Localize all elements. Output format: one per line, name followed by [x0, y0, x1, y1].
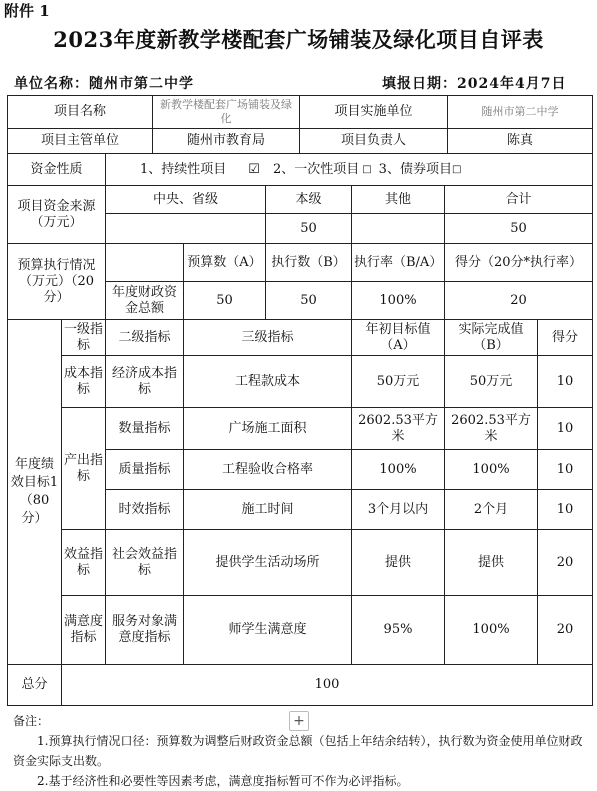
- fund-nature-label: 资金性质: [7, 153, 105, 185]
- funding-value: [351, 213, 444, 243]
- evaluation-table: [7, 95, 593, 706]
- budget-header: 预算数（A）: [183, 243, 265, 281]
- attachment-label: 附件 1: [4, 2, 50, 20]
- option-bond: 3、债券项目: [378, 161, 452, 177]
- project-name-value: 新教学楼配套广场铺装及绿化: [152, 95, 299, 128]
- impl-unit-label: 项目实施单位: [299, 95, 447, 128]
- budget-header: 执行数（B）: [265, 243, 351, 281]
- checkbox-icon: □: [362, 163, 372, 175]
- actual-value: 2个月: [444, 489, 537, 529]
- total-value: 100: [61, 664, 593, 706]
- note-2: 2.基于经济性和必要性等因素考虑，满意度指标暂可不作为必评指标。: [37, 774, 409, 788]
- level2-indicator: 经济成本指标: [105, 355, 183, 407]
- level1-benefit: 效益指标: [61, 529, 105, 595]
- budget-header: 执行率（B/A）: [351, 243, 444, 281]
- page-title: 2023年度新教学楼配套广场铺装及绿化项目自评表: [53, 27, 544, 52]
- level3-indicator: 工程款成本: [183, 355, 351, 407]
- target-value: 100%: [351, 449, 444, 489]
- perf-header: 年初目标值（A）: [351, 319, 444, 355]
- annual-fund-label: 年度财政资金总额: [105, 281, 183, 319]
- level2-indicator: 社会效益指标: [105, 529, 183, 595]
- actual-value: 100%: [444, 449, 537, 489]
- funding-value: 50: [444, 213, 593, 243]
- funding-header: 其他: [351, 185, 444, 213]
- target-value: 95%: [351, 595, 444, 664]
- funding-header: 本级: [265, 185, 351, 213]
- note-1: 1.预算执行情况口径：预算数为调整后财政资金总额（包括上年结余结转），执行数为资金使用单位财政资金实际支出数。: [13, 734, 583, 768]
- level3-indicator: 工程验收合格率: [183, 449, 351, 489]
- perf-header: 三级指标: [183, 319, 351, 355]
- checked-box-icon: ☑: [248, 161, 260, 177]
- checkbox-icon: □: [451, 163, 462, 175]
- funding-source-label: 项目资金来源（万元）: [7, 185, 105, 243]
- score-value: 20: [537, 529, 593, 595]
- level3-indicator: 施工时间: [183, 489, 351, 529]
- actual-value: 2602.53平方米: [444, 407, 537, 449]
- score-value: 10: [537, 449, 593, 489]
- level1-cost: 成本指标: [61, 355, 105, 407]
- perf-header: 实际完成值（B）: [444, 319, 537, 355]
- manager-value: 陈真: [447, 128, 593, 153]
- target-value: 2602.53平方米: [351, 407, 444, 449]
- option-continuous: 1、持续性项目: [140, 161, 227, 177]
- perf-header: 一级指标: [61, 319, 105, 355]
- funding-header: 合计: [444, 185, 593, 213]
- perf-header: 得分: [537, 319, 593, 355]
- budget-value: 100%: [351, 281, 444, 319]
- total-label: 总分: [7, 664, 61, 706]
- manager-label: 项目负责人: [299, 128, 447, 153]
- score-value: 10: [537, 489, 593, 529]
- level2-indicator: 服务对象满意度指标: [105, 595, 183, 664]
- budget-exec-label: 预算执行情况（万元）（20分）: [7, 243, 105, 319]
- actual-value: 100%: [444, 595, 537, 664]
- target-value: 3个月以内: [351, 489, 444, 529]
- funding-header: 中央、省级: [105, 185, 265, 213]
- level2-indicator: 时效指标: [105, 489, 183, 529]
- project-name-label: 项目名称: [7, 95, 152, 128]
- budget-header: 得分（20分*执行率）: [444, 243, 593, 281]
- budget-value: 50: [183, 281, 265, 319]
- target-value: 50万元: [351, 355, 444, 407]
- level2-indicator: 数量指标: [105, 407, 183, 449]
- budget-value: 20: [444, 281, 593, 319]
- funding-value: [105, 213, 265, 243]
- target-value: 提供: [351, 529, 444, 595]
- budget-blank: [105, 243, 183, 281]
- score-value: 10: [537, 355, 593, 407]
- perf-header: 二级指标: [105, 319, 183, 355]
- unit-name: 单位名称：随州市第二中学: [14, 76, 194, 92]
- actual-value: 提供: [444, 529, 537, 595]
- level3-indicator: 师学生满意度: [183, 595, 351, 664]
- performance-goal-label: 年度绩效目标1（80分）: [7, 319, 61, 664]
- budget-value: 50: [265, 281, 351, 319]
- supervisor-label: 项目主管单位: [7, 128, 152, 153]
- level3-indicator: 提供学生活动场所: [183, 529, 351, 595]
- add-button[interactable]: +: [289, 711, 309, 731]
- level2-indicator: 质量指标: [105, 449, 183, 489]
- report-date: 填报日期：2024年4月7日: [382, 76, 567, 92]
- actual-value: 50万元: [444, 355, 537, 407]
- level1-satisfaction: 满意度指标: [61, 595, 105, 664]
- supervisor-value: 随州市教育局: [152, 128, 299, 153]
- impl-unit-value: 随州市第二中学: [447, 95, 593, 128]
- fund-nature-options: [105, 153, 593, 185]
- notes-title: 备注：: [13, 714, 50, 728]
- score-value: 10: [537, 407, 593, 449]
- option-one-time: 2、一次性项目: [272, 161, 360, 177]
- level3-indicator: 广场施工面积: [183, 407, 351, 449]
- score-value: 20: [537, 595, 593, 664]
- funding-value: 50: [265, 213, 351, 243]
- level1-output: 产出指标: [61, 407, 105, 529]
